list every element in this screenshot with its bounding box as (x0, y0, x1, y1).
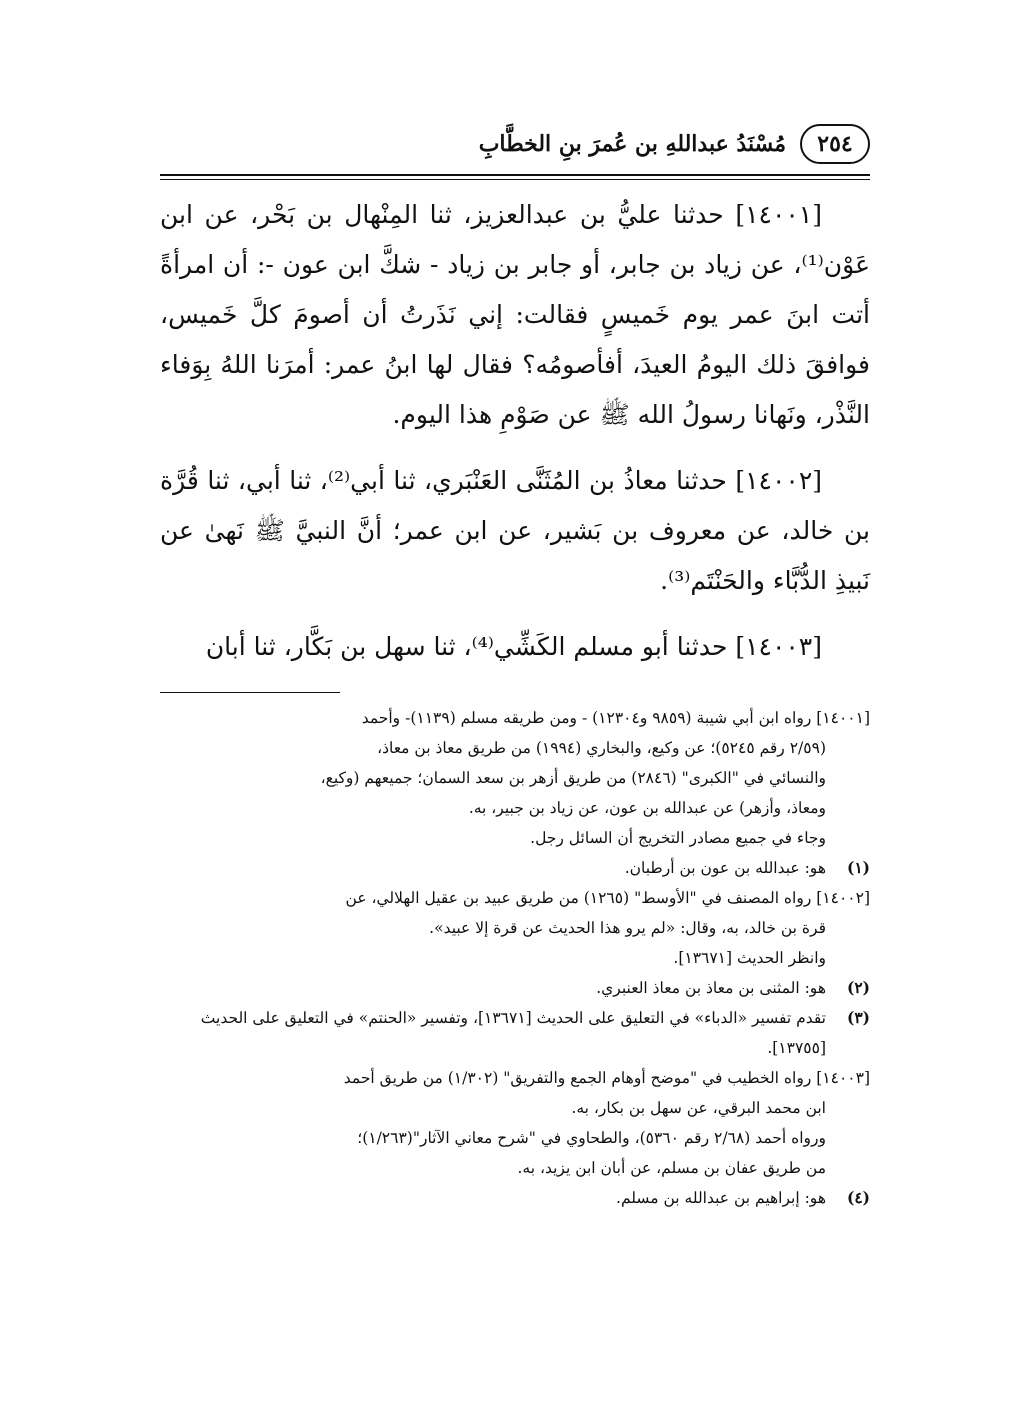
footnote-14002 (160, 883, 870, 973)
footnote-lead: [١٤٠٠٢] رواه المصنف في "الأوسط" (١٢٦٥) من طريق عبيد بن عقيل الهلالي، عن (345, 889, 870, 907)
header-rule-thin (160, 179, 870, 180)
hadith-14001: [١٤٠٠١] حدثنا عليُّ بن عبدالعزيز، ثنا المِنْهال بن بَحْر، عن ابن عَوْن⁽¹⁾، عن زياد بن جابر، أو جابر بن زياد - شكَّ ابن عون -: أن امرأةً أتت ابنَ عمر يوم خَميسٍ فقالت: إني نَذَرتُ أن أصومَ كلَّ خَميس، فوافقَ ذلك اليومُ العيدَ، أفأصومُه؟ فقال لها ابنُ عمر: أمرَنا اللهُ بِوَفاء النَّذْر، ونَهانا رسولُ الله ﷺ عن صَوْمِ هذا اليوم. (160, 200, 870, 429)
footnote-line: وجاء في جميع مصادر التخريج أن السائل رجل. (530, 829, 826, 847)
hadith-14003: [١٤٠٠٣] حدثنا أبو مسلم الكَشِّي⁽⁴⁾، ثنا سهل بن بَكَّار، ثنا أبان (205, 632, 822, 661)
header-rule (160, 174, 870, 176)
footnote-line: ابن محمد البرقي، عن سهل بن بكار، به. (571, 1099, 826, 1117)
footnote-line: ورواه أحمد (٢/٦٨ رقم ٥٣٦٠)، والطحاوي في "شرح معاني الآثار"(١/٢٦٣)؛ (357, 1129, 826, 1147)
footnote-line: ومعاذ، وأزهر) عن عبدالله بن عون، عن زياد بن جبير، به. (468, 799, 826, 817)
footnote-number: (٢) (846, 978, 870, 997)
running-title: مُسْنَدُ عبداللهِ بن عُمرَ بنِ الخطَّابِ (478, 131, 786, 157)
footnote-3 (160, 1003, 870, 1063)
main-text (160, 190, 870, 672)
footnote-lead: [١٤٠٠٣] رواه الخطيب في "موضح أوهام الجمع والتفريق" (١/٣٠٢) من طريق أحمد (343, 1069, 870, 1087)
footnote-14003 (160, 1063, 870, 1183)
page-number: ٢٥٤ (800, 124, 870, 164)
footnote-line: وانظر الحديث [١٣٦٧١]. (673, 949, 826, 967)
footnote-number: (٣) (846, 1008, 870, 1027)
footnote-text: تقدم تفسير «الدباء» في التعليق على الحديث [١٣٦٧١]، وتفسير «الحنتم» في التعليق على الحديث [١٣٧٥٥]. (200, 1009, 826, 1057)
footnotes (160, 703, 870, 1213)
footnote-text: هو: عبدالله بن عون بن أرطبان. (624, 859, 826, 877)
footnote-number: (١) (846, 858, 870, 877)
footnote-separator (160, 692, 340, 693)
footnote-1 (160, 853, 870, 883)
footnote-line: والنسائي في "الكبرى" (٢٨٤٦) من طريق أزهر بن سعد السمان؛ جميعهم (وكيع، (320, 769, 826, 787)
page-header (160, 118, 870, 170)
footnote-line: من طريق عفان بن مسلم، عن أبان ابن يزيد، به. (517, 1159, 826, 1177)
footnote-line: (٢/٥٩ رقم ٥٢٤٥)؛ عن وكيع، والبخاري (١٩٩٤) من طريق معاذ بن معاذ، (377, 739, 826, 757)
footnote-4 (160, 1183, 870, 1213)
footnote-text: هو: المثنى بن معاذ بن معاذ العنبري. (596, 979, 826, 997)
footnote-14001 (160, 703, 870, 853)
footnote-number: (٤) (846, 1188, 870, 1207)
hadith-14002: [١٤٠٠٢] حدثنا معاذُ بن المُثَنَّى العَنْبَري، ثنا أبي⁽²⁾، ثنا أبي، ثنا قُرَّة بن خالد، عن معروف بن بَشير، عن ابن عمر؛ أنَّ النبيَّ ﷺ نَهىٰ عن نَبيذِ الدُّبَّاء والحَنْتَم⁽³⁾. (160, 466, 870, 595)
footnote-lead: [١٤٠٠١] رواه ابن أبي شيبة (٩٨٥٩ و١٢٣٠٤) - ومن طريقه مسلم (١١٣٩)- وأحمد (361, 709, 870, 727)
footnote-text: هو: إبراهيم بن عبدالله بن مسلم. (616, 1189, 826, 1207)
footnote-line: قرة بن خالد، به، وقال: «لم يرو هذا الحديث عن قرة إلا عبيد». (429, 919, 826, 937)
page (160, 118, 870, 1213)
footnote-2 (160, 973, 870, 1003)
